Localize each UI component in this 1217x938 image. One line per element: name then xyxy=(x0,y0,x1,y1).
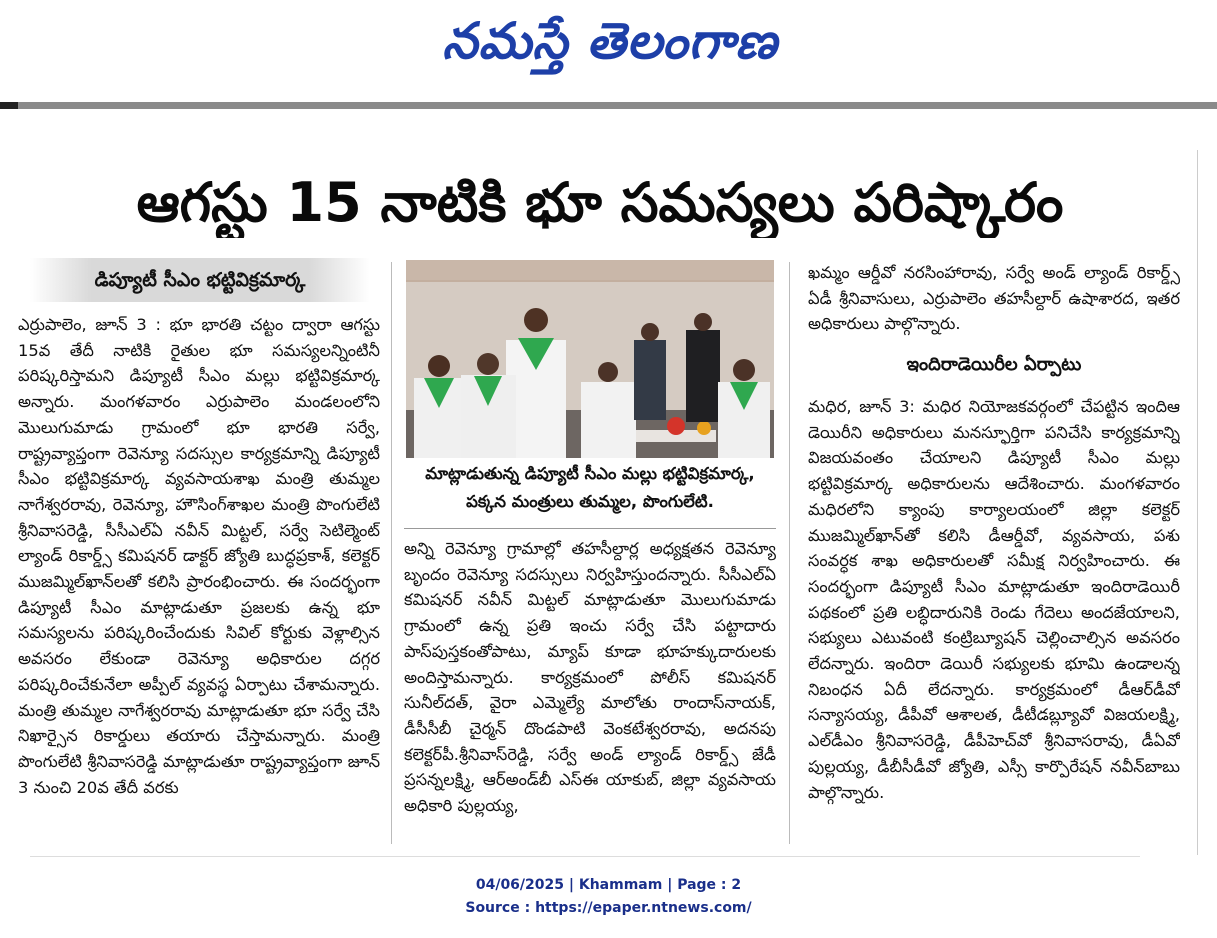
column-divider-1 xyxy=(391,262,392,844)
column-3-body-paragraph: మధిర, జూన్ 3: మధిర నియోజకవర్గంలో చేపట్టిన ఇందిఆ డెయిరీని అధికారులు మనస్ఫూర్తిగా పనిచేసి కార్యక్రమాన్ని విజయవంతం చేయాలని డిప్యూటీ సీఎం మల్లు భట్టివిక్రమార్క అధికారులను ఆదేశించారు. మంగళవారం మధిరలోని క్యాంపు కార్యాలయంలో జిల్లా కలెక్టర్ ముజమ్మిల్‌ఖాన్‌తో కలిసి డీఆర్డీవో, వ్యవసాయ, పశు సంవర్ధక శాఖ అధికారులతో సమీక్ష నిర్వహించారు. ఈ సందర్భంగా డిప్యూటీ సీఎం మాట్లాడుతూ ఇందిరాడెయిరీ పథకంలో ప్రతి లబ్ధిదారునికి రెండు గేదెలు అందజేయాలని, సభ్యులు ఎటువంటి కంట్రిబ్యూషన్ చెల్లించాల్సిన అవసరం లేదన్నారు. ఇందిరా డెయిరీ సభ్యులకు భూమి ఉండాలన్న నిబంధన ఏదీ లేదన్నారు. కార్యక్రమంలో డీఆర్‌డీవో సన్యాసయ్య, డీపీవో ఆశాలత, డీటీడబ్ల్యూవో విజయలక్ష్మి, ఎల్‌డీఎం శ్రీనివాసరెడ్డి, డీపీహెచ్‌వో శ్రీనివాసరావు, డీఏవో పుల్లయ్య, డీబీసీడీవో జ్యోతి, ఎస్సీ కార్పొరేషన్ నవీన్‌బాబు పాల్గొన్నారు. xyxy=(808,397,1180,802)
article-column-1 xyxy=(18,312,380,844)
kicker-band xyxy=(30,258,370,302)
article-subhead: ఇందిరాడెయిరీల ఏర్పాటు xyxy=(906,354,1082,375)
photo-caption: మాట్లాడుతున్న డిప్యూటీ సీఎం మల్లు భట్టివిక్రమార్క, పక్కన మంత్రులు తుమ్మల, పొంగులేటి. xyxy=(425,464,755,511)
column-1-paragraph: ఎర్రుపాలెం, జూన్ 3 : భూ భారతి చట్టం ద్వారా ఆగస్టు 15వ తేదీ నాటికి రైతుల భూ సమస్యలన్నింటినీ పరిష్కరిస్తామని డిప్యూటీ సీఎం మల్లు భట్టివిక్రమార్క అన్నారు. మంగళవారం ఎర్రుపాలెం మండలంలోని మొలుగుమాడు గ్రామంలో భూ భారతి సర్వే, రాష్ట్రవ్యాప్తంగా రెవెన్యూ సదస్సుల కార్యక్రమాన్ని డిప్యూటీ సీఎం భట్టివిక్రమార్క వ్యవసాయశాఖ మంత్రి తుమ్మల నాగేశ్వరరావు, రెవెన్యూ, హౌసింగ్‌శాఖల మంత్రి పొంగులేటి శ్రీనివాసరెడ్డి, సీసీఎల్ఏ నవీన్ మిట్టల్, సర్వే సెటిల్మెంట్ ల్యాండ్ రికార్డ్స్ కమిషనర్ డాక్టర్ జ్యోతి బుద్ధప్రకాశ్, కలెక్టర్ ముజమ్మిల్‌ఖాన్‌లతో కలిసి ప్రారంభించారు. ఈ సందర్భంగా డిప్యూటీ సీఎం మాట్లాడుతూ ప్రజలకు ఉన్న భూ సమస్యలను పరిష్కరించేందుకు సివిల్ కోర్టుకు వెళ్లాల్సిన అవసరం లేకుండా రెవెన్యూ అధికారుల దగ్గర పరిష్కరించేకునేలా అప్పీల్ వ్యవస్థ ఏర్పాటు చేశామన్నారు. మంత్రి తుమ్మల నాగేశ్వరరావు మాట్లాడుతూ భూ సర్వే చేసి నిఖార్సైన రికార్డులు తయారు చేస్తామన్నారు. మంత్రి పొంగులేటి శ్రీనివాసరెడ్డి మాట్లాడుతూ రాష్ట్రవ్యాప్తంగా జూన్ 3 నుంచి 20వ తేదీ వరకు xyxy=(18,315,380,797)
column-divider-2 xyxy=(789,262,790,844)
photo-tent xyxy=(406,260,774,280)
photo-illustration xyxy=(406,260,774,458)
footer-date-edition: 04/06/2025 | Khammam | Page : 2 xyxy=(475,877,742,893)
article-photo xyxy=(406,260,774,458)
masthead-rule-accent xyxy=(0,102,18,109)
article-headline: ఆగస్టు 15 నాటికి భూ సమస్యలు పరిష్కారం xyxy=(136,171,1064,234)
column-3-top-paragraph: ఖమ్మం ఆర్డీవో నరసింహారావు, సర్వే అండ్ ల్యాండ్ రికార్డ్స్ ఏడీ శ్రీనివాసులు, ఎర్రుపాలెం తహసీల్దార్ ఉషాశారద, ఇతర అధికారులు పాల్గొన్నారు. xyxy=(808,263,1180,334)
masthead xyxy=(0,0,1217,100)
page-border-right xyxy=(1197,150,1198,855)
article-column-3-body xyxy=(808,394,1180,844)
masthead-logo: నమస్తే తెలంగాణ xyxy=(442,12,778,70)
column-2-paragraph: అన్ని రెవెన్యూ గ్రామాల్లో తహసీల్దార్ల అధ్యక్షతన రెవెన్యూ బృందం రెవెన్యూ సదస్సులు నిర్వహిస్తుందన్నారు. సీసీఎల్ఏ కమిషనర్ నవీన్ మిట్టల్ మాట్లాడుతూ మొలుగుమాడు గ్రామంలో ఉన్న ప్రతి ఇంచు సర్వే చేసి పట్టాదారు పాస్‌పుస్తకంతోపాటు, మ్యాప్ కూడా భూహక్కుదారులకు అందిస్తామన్నారు. కార్యక్రమంలో పోలీస్ కమిషనర్ సునీల్‌దత్, వైరా ఎమ్మెల్యే మాలోతు రాందాస్‌నాయక్, డీసీసీబీ చైర్మన్ దొండపాటి వెంకటేశ్వరరావు, అదనపు కలెక్టర్‌పీ.శ్రీనివాస్‌రెడ్డి, సర్వే అండ్ ల్యాండ్ రికార్డ్స్ జేడీ ప్రసన్నలక్ష్మి, ఆర్అండ్‌బీ ఎస్ఈ యాకుబ్, జిల్లా వ్యవసాయ అధికారి పుల్లయ్య, xyxy=(404,539,776,816)
article-column-3-top xyxy=(808,260,1180,342)
article-kicker: డిప్యూటీ సీఎం భట్టివిక్రమార్క xyxy=(94,269,306,291)
article-column-2 xyxy=(404,536,776,846)
footer-source-link[interactable]: Source : https://epaper.ntnews.com/ xyxy=(465,900,752,916)
caption-rule xyxy=(404,528,776,529)
footer-rule xyxy=(30,856,1140,857)
masthead-rule xyxy=(0,102,1217,109)
